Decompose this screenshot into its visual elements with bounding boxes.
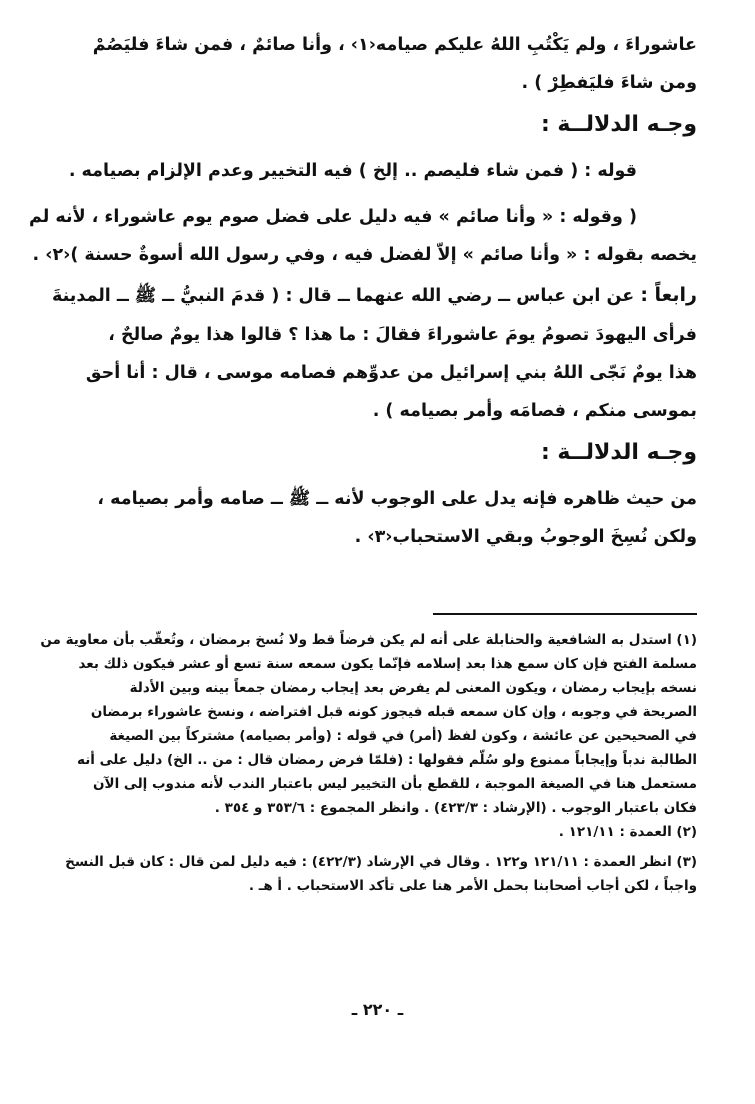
section-label: رابعاً : (640, 284, 697, 306)
footnote-line: (٢) العمدة : ١٢١/١١ . (558, 824, 697, 840)
footnote-line: فكان باعتبار الوجوب . (الإرشاد : ٤٢٣/٣) . وانظر المجموع : ٣٥٣/٦ و ٣٥٤ . (214, 800, 697, 816)
text-line: ولكن نُسِخَ الوجوبُ وبقي الاستحباب‹٣› . (354, 527, 697, 547)
footnote-line: في الصحيحين عن عائشة ، وكون لفظ (أمر) في قوله : (وأمر بصيامه) مشتركاً بين الصيغة (109, 728, 697, 744)
footnote-line: الطالبة ندباً وإيجاباً ممنوع ولو سُلّم فقولها : (فلمّا فرض رمضان قال : من .. الخ) دليل على أنه (77, 752, 697, 768)
footnote-line: (١) استدل به الشافعية والحنابلة على أنه لم يكن فرضاً قط ولا نُسخ برمضان ، وتُعقّب بأن معاوية من (40, 632, 697, 648)
text-line: يخصه بقوله : « وأنا صائم » إلاّ لفضل فيه ، وفي رسول الله أسوةٌ حسنة )‹٢› . (32, 245, 697, 265)
text-line: عاشوراءَ ، ولم يَكْتُبِ اللهُ عليكم صيامه‹١› ، وأنا صائمٌ ، فمن شاءَ فليَصُمْ (92, 35, 697, 55)
text-line: بموسى منكم ، فصامَه وأمر بصيامه ) . (372, 401, 697, 421)
section-heading: وجـه الدلالــة : (540, 112, 697, 137)
footnote-line: الصريحة في وجوبه ، وإن كان سمعه قبله فيجوز كونه قبل افتراضه ، ونسخ عاشوراء برمضان (90, 704, 697, 720)
footnote-line: نسخه بإيجاب رمضان ، ويكون المعنى لم يفرض بعد إيجاب رمضان جمعاً بينه وبين الأدلة (129, 680, 697, 696)
text-line: ( وقوله : « وأنا صائم » فيه دليل على فضل صوم يوم عاشوراء ، لأنه لم (29, 207, 637, 227)
footnote-line: مستعمل هنا في الصيغة الموجبة ، للقطع بأن التخيير ليس باعتبار الندب لأنه مندوب إلى الآن (93, 776, 697, 792)
text-line: من حيث ظاهره فإنه يدل على الوجوب لأنه ــ ﷺ ــ صامه وأمر بصيامه ، (97, 489, 697, 509)
footnote-line: (٣) انظر العمدة : ١٢١/١١ و١٢٢ . وقال في الإرشاد (٤٢٢/٣) : فيه دليل لمن قال : كان قبل النسخ (65, 854, 697, 870)
text-line: هذا يومٌ نَجّى اللهُ بني إسرائيل من عدوِّهم فصامه موسى ، قال : أنا أحق (85, 363, 697, 383)
footnotes (42, 628, 697, 898)
main-text (29, 26, 697, 556)
footnote-line: مسلمة الفتح فإن كان سمع هذا بعد إسلامه فإنّما يكون سمعه سنة تسع أو عشر فيكون ذلك بعد (78, 656, 697, 672)
section-heading: وجـه الدلالــة : (540, 440, 697, 465)
text-line: عن ابن عباس ــ رضي الله عنهما ــ قال : ( قدمَ النبيُّ ــ ﷺ ــ المدينةَ (52, 286, 635, 306)
paragraph-first-line (42, 274, 697, 316)
footnote-line: واجباً ، لكن أجاب أصحابنا بحمل الأمر هنا على تأكد الاستحباب . أ هـ . (248, 878, 697, 894)
text-line: فرأى اليهودَ تصومُ يومَ عاشوراءَ فقالَ : ما هذا ؟ قالوا هذا يومٌ صالحٌ ، (108, 325, 697, 345)
page-number: ـ ٢٢٠ ـ (351, 1000, 404, 1019)
footnote-separator (433, 613, 697, 615)
text-line: ومن شاءَ فليَفطِرْ ) . (521, 73, 697, 93)
text-line: قوله : ( فمن شاء فليصم .. إلخ ) فيه التخيير وعدم الإلزام بصيامه . (68, 161, 637, 181)
